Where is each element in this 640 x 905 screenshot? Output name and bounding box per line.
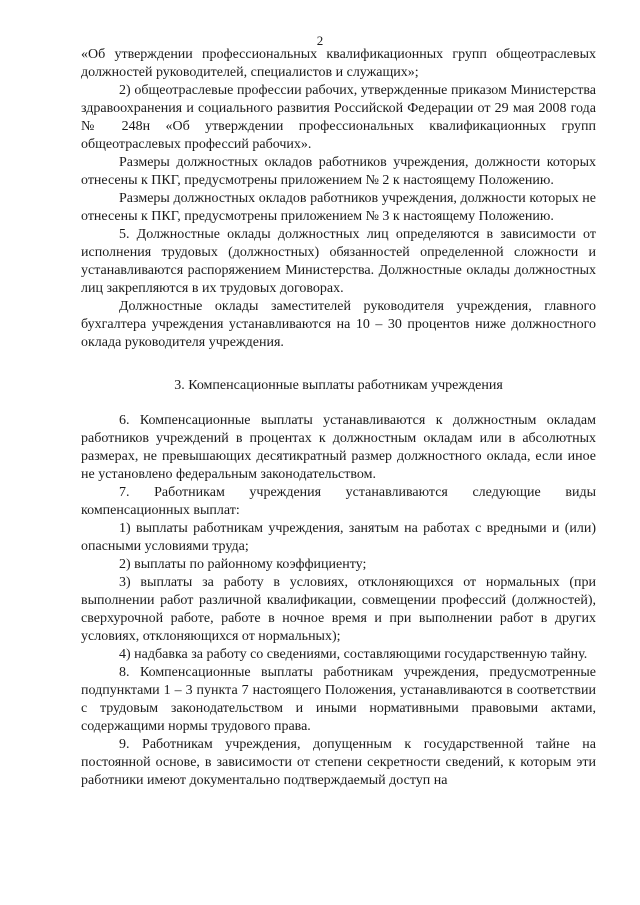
document-body xyxy=(81,46,596,790)
paragraph: 9. Работникам учреждения, допущенным к государственной тайне на постоянной основе, в зависимости от степени секретности сведений, к которым эти работники имеют документально подтверждаемый доступ на xyxy=(81,737,596,788)
section-heading: 3. Компенсационные выплаты работникам учреждения xyxy=(174,378,503,393)
page-number: 2 xyxy=(316,33,324,48)
paragraph: Должностные оклады заместителей руководителя учреждения, главного бухгалтера учреждения устанавливаются на 10 – 30 процентов ниже должностного оклада руководителя учреждения. xyxy=(81,299,596,350)
paragraph: 5. Должностные оклады должностных лиц определяются в зависимости от исполнения трудовых (должностных) обязанностей определенной сложности и устанавливаются распоряжением Министерства. Должностные оклады должностных лиц закрепляются в их трудовых договорах. xyxy=(81,227,596,296)
paragraphs-after-heading xyxy=(81,412,596,790)
paragraph: 6. Компенсационные выплаты устанавливаются к должностным окладам работников учреждений в процентах к должностным окладам или в абсолютных размерах, не превышающих десятикратный размер должностного оклада, если иное не установлено федеральным законодательством. xyxy=(81,413,596,482)
paragraph: 2) выплаты по районному коэффициенту; xyxy=(119,557,367,572)
paragraph: 1) выплаты работникам учреждения, занятым на работах с вредными и (или) опасными условиями труда; xyxy=(81,521,596,554)
paragraphs-before-heading xyxy=(81,46,596,352)
paragraph: 8. Компенсационные выплаты работникам учреждения, предусмотренные подпунктами 1 – 3 пункта 7 настоящего Положения, устанавливаются в соответствии с трудовым законодательством и иными нормативными правовыми актами, содержащими нормы трудового права. xyxy=(81,665,596,734)
paragraph: 7. Работникам учреждения устанавливаются следующие виды компенсационных выплат: xyxy=(81,485,596,518)
paragraph: Размеры должностных окладов работников учреждения, должности которых не отнесены к ПКГ, предусмотрены приложением № 3 к настоящему Положению. xyxy=(81,191,596,224)
paragraph: 4) надбавка за работу со сведениями, составляющими государственную тайну. xyxy=(119,647,588,662)
paragraph: «Об утверждении профессиональных квалификационных групп общеотраслевых должностей руководителей, специалистов и служащих»; xyxy=(81,47,596,80)
paragraph: Размеры должностных окладов работников учреждения, должности которых отнесены к ПКГ, предусмотрены приложением № 2 к настоящему Положению. xyxy=(81,155,596,188)
paragraph: 3) выплаты за работу в условиях, отклоняющихся от нормальных (при выполнении работ различной квалификации, совмещении профессий (должностей), сверхурочной работе, работе в ночное время и при выполнении работ в других условиях, отклоняющихся от нормальных); xyxy=(81,575,596,644)
paragraph: 2) общеотраслевые профессии рабочих, утвержденные приказом Министерства здравоохранения и социального развития Российской Федерации от 29 мая 2008 года № 248н «Об утверждении профессиональных квалификационных групп общеотраслевых профессий рабочих». xyxy=(81,83,596,152)
